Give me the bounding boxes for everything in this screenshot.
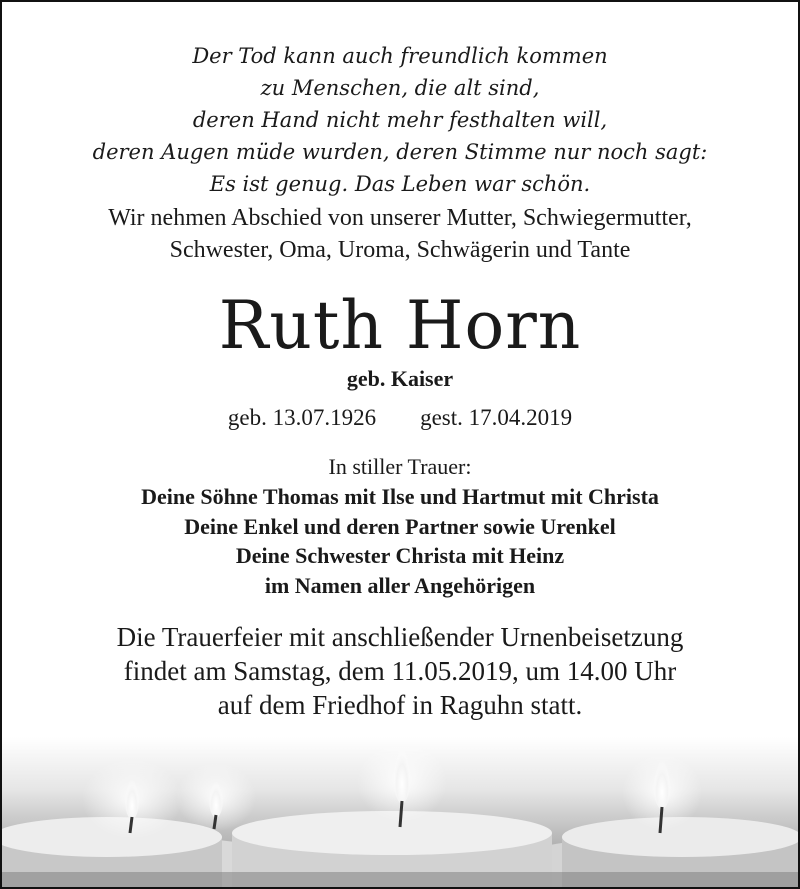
poem-line: deren Hand nicht mehr festhalten will, xyxy=(192,108,608,132)
farewell-line: Wir nehmen Abschied von unserer Mutter, Schwiegermutter, xyxy=(108,205,692,231)
candles-image xyxy=(2,737,798,887)
mourner-line: Deine Söhne Thomas mit Ilse und Hartmut mit Christa xyxy=(141,484,659,509)
farewell-line: Schwester, Oma, Uroma, Schwägerin und Tante xyxy=(169,237,631,263)
death-date: gest. 17.04.2019 xyxy=(420,405,573,430)
birth-date: geb. 13.07.1926 xyxy=(227,405,377,430)
service-line: findet am Samstag, dem 11.05.2019, um 14.00 Uhr xyxy=(123,656,677,686)
poem-line: zu Menschen, die alt sind, xyxy=(260,76,540,100)
service-line: auf dem Friedhof in Raguhn statt. xyxy=(217,690,583,720)
mourner-line: Deine Enkel und deren Partner sowie Urenkel xyxy=(184,513,616,539)
mourners-list xyxy=(2,482,798,600)
poem-line: deren Augen müde wurden, deren Stimme nur noch sagt: xyxy=(92,140,708,164)
mourner-line: im Namen aller Angehörigen xyxy=(264,572,536,598)
memorial-poem xyxy=(2,40,798,200)
mourning-heading: In stiller Trauer: xyxy=(328,454,472,479)
mourner-line: Deine Schwester Christa mit Heinz xyxy=(235,543,565,568)
deceased-name: Ruth Horn xyxy=(218,287,582,364)
birth-name: geb. Kaiser xyxy=(346,366,454,391)
poem-line: Der Tod kann auch freundlich kommen xyxy=(192,44,608,68)
life-dates xyxy=(2,402,798,434)
service-line: Die Trauerfeier mit anschließender Urnenbeisetzung xyxy=(116,622,684,652)
candles-photo xyxy=(2,737,798,887)
poem-line: Es ist genug. Das Leben war schön. xyxy=(209,172,591,196)
farewell-text xyxy=(2,202,798,266)
funeral-service-info xyxy=(2,620,798,722)
